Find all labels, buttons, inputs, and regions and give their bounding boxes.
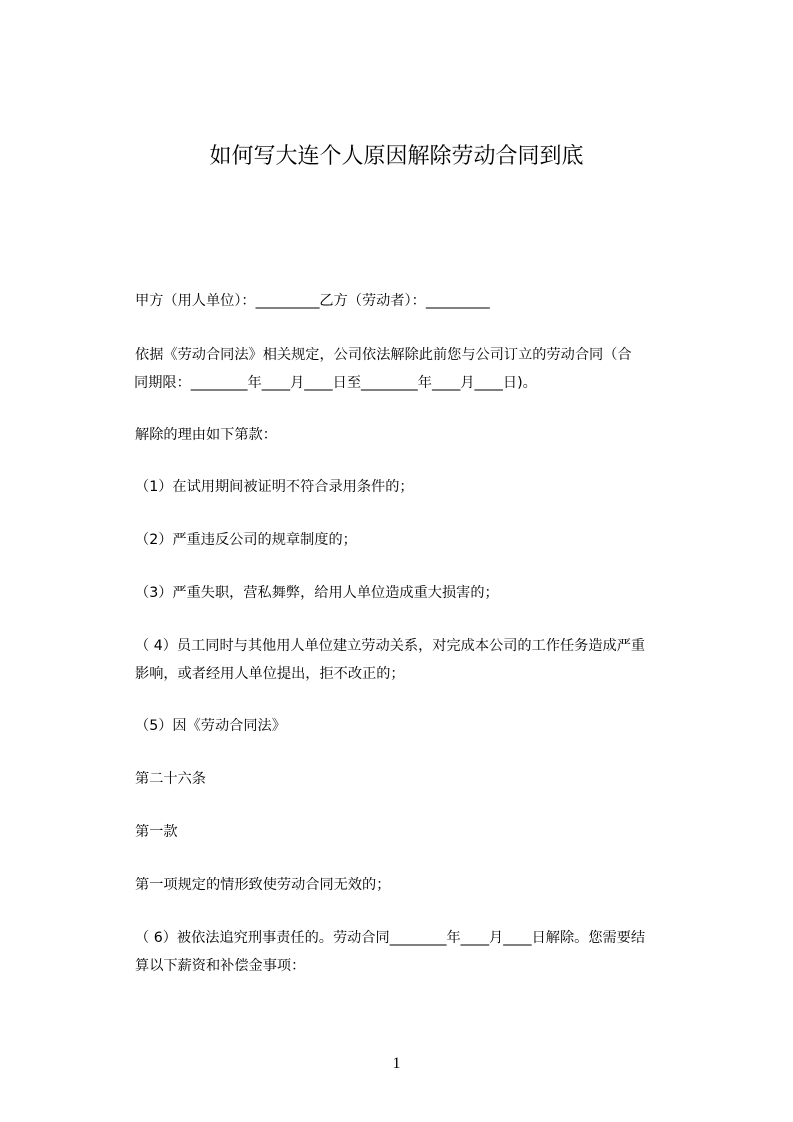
reason-item-6-line-2: 算以下薪资和补偿金事项： <box>135 958 306 974</box>
reason-item-4-line-2: 影响，或者经用人单位提出，拒不改正的； <box>135 666 405 682</box>
reason-item-2: （2）严重违反公司的规章制度的； <box>135 532 357 548</box>
reason-item-5: （5）因《劳动合同法》 <box>135 718 286 734</box>
clause-reference: 第一款 <box>135 824 178 840</box>
basis-line-2: 同期限：________年____月____日至________年____月____日)。 <box>134 375 537 391</box>
reasons-intro: 解除的理由如下第款： <box>135 427 277 443</box>
reason-item-6 <box>135 924 725 980</box>
reason-item-6-line-1: （ 6）被依法追究刑事责任的。劳动合同________年____月____日解除。您需要结 <box>135 930 646 946</box>
reason-item-4 <box>135 632 725 688</box>
clause-item-reference: 第一项规定的情形致使劳动合同无效的； <box>135 877 391 893</box>
reason-item-1: （1）在试用期间被证明不符合录用条件的； <box>135 479 414 495</box>
page-number: 1 <box>392 1055 401 1072</box>
article-reference: 第二十六条 <box>135 771 206 787</box>
basis-paragraph <box>135 341 725 397</box>
reason-item-4-line-1: （ 4）员工同时与其他用人单位建立劳动关系，对完成本公司的工作任务造成严重 <box>135 638 646 654</box>
document-title: 如何写大连个人原因解除劳动合同到底 <box>209 144 584 169</box>
reason-item-3: （3）严重失职，营私舞弊，给用人单位造成重大损害的； <box>135 585 499 601</box>
parties-line: 甲方（用人单位）：_________乙方（劳动者）：_________ <box>135 293 490 309</box>
basis-line-1: 依据《劳动合同法》相关规定，公司依法解除此前您与公司订立的劳动合同（合 <box>135 347 632 363</box>
